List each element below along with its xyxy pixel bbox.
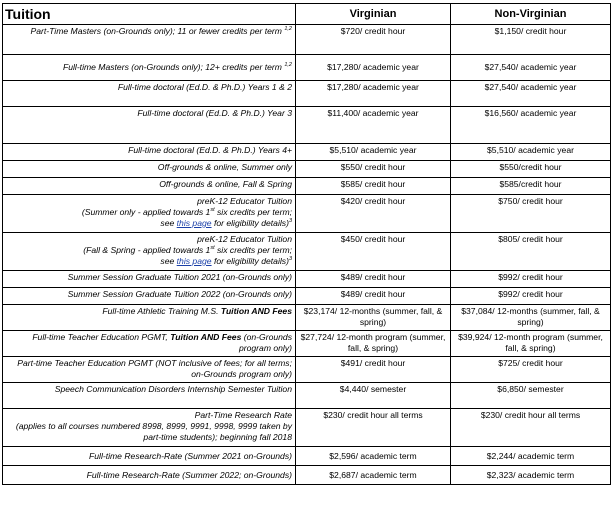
- row-label: Part-Time Masters (on-Grounds only); 11 or fewer credits per term $^{1,2}$: [3, 25, 296, 55]
- table-row: [3, 107, 611, 144]
- nonvirginian-rate: $1,150/ credit hour: [451, 25, 611, 55]
- nonvirginian-rate: $992/ credit hour: [451, 271, 611, 288]
- eligibility-link[interactable]: this page: [176, 256, 212, 266]
- nonvirginian-rate: $750/ credit hour: [451, 195, 611, 233]
- nonvirginian-rate: $992/ credit hour: [451, 288, 611, 305]
- virginian-rate: $17,280/ academic year: [296, 81, 451, 107]
- row-label: preK-12 Educator Tuition (Fall & Spring - applied towards 1st six credits per term; see this page for eligibility details)$^3$: [3, 233, 296, 271]
- row-label: Full-time doctoral (Ed.D. & Ph.D.) Year 3: [3, 107, 296, 144]
- virginian-rate: $450/ credit hour: [296, 233, 451, 271]
- table-row: [3, 195, 611, 233]
- virginian-rate: $2,687/ academic term: [296, 466, 451, 485]
- nonvirginian-rate: $27,540/ academic year: [451, 81, 611, 107]
- virginian-rate: $2,596/ academic term: [296, 447, 451, 466]
- footnote-ref: 3: [288, 218, 292, 225]
- table-row: [3, 357, 611, 383]
- row-label: Off-grounds & online, Summer only: [3, 161, 296, 178]
- table-row: [3, 447, 611, 466]
- footnote-ref: 3: [288, 256, 292, 263]
- table-row: [3, 331, 611, 357]
- row-label: Full-time Research-Rate (Summer 2022; on-Grounds): [3, 466, 296, 485]
- row-label: Full-time doctoral (Ed.D. & Ph.D.) Years 4+: [3, 144, 296, 161]
- table-row: [3, 271, 611, 288]
- nonvirginian-rate: $39,924/ 12-month program (summer, fall, & spring): [451, 331, 611, 357]
- row-label: preK-12 Educator Tuition (Summer only - applied towards 1st six credits per term; see this page for eligibility details)$^3$: [3, 195, 296, 233]
- row-label: Summer Session Graduate Tuition 2021 (on-Grounds only): [3, 271, 296, 288]
- row-label: Full-time Teacher Education PGMT, Tuition AND Fees (on-Grounds program only): [3, 331, 296, 357]
- virginian-rate: $23,174/ 12-months (summer, fall, & spring): [296, 305, 451, 331]
- table-row: [3, 466, 611, 485]
- table-row: [3, 55, 611, 81]
- nonvirginian-rate: $230/ credit hour all terms: [451, 409, 611, 447]
- row-label: Speech Communication Disorders Internship Semester Tuition: [3, 383, 296, 409]
- nonvirginian-rate: $725/ credit hour: [451, 357, 611, 383]
- virginian-rate: $489/ credit hour: [296, 271, 451, 288]
- virginian-rate: $420/ credit hour: [296, 195, 451, 233]
- virginian-rate: $17,280/ academic year: [296, 55, 451, 81]
- virginian-rate: $491/ credit hour: [296, 357, 451, 383]
- row-label: Full-time doctoral (Ed.D. & Ph.D.) Years 1 & 2: [3, 81, 296, 107]
- virginian-rate: $489/ credit hour: [296, 288, 451, 305]
- footnote-ref: 1,2: [284, 26, 292, 33]
- virginian-rate: $11,400/ academic year: [296, 107, 451, 144]
- nonvirginian-rate: $550/credit hour: [451, 161, 611, 178]
- footnote-ref: 1,2: [284, 62, 292, 69]
- table-row: [3, 383, 611, 409]
- virginian-rate: $230/ credit hour all terms: [296, 409, 451, 447]
- row-label: Full-time Research-Rate (Summer 2021 on-Grounds): [3, 447, 296, 466]
- nonvirginian-rate: $6,850/ semester: [451, 383, 611, 409]
- table-title: Tuition: [3, 4, 296, 25]
- eligibility-link[interactable]: this page: [176, 218, 212, 228]
- virginian-rate: $4,440/ semester: [296, 383, 451, 409]
- nonvirginian-rate: $5,510/ academic year: [451, 144, 611, 161]
- virginian-rate: $5,510/ academic year: [296, 144, 451, 161]
- virginian-rate: $550/ credit hour: [296, 161, 451, 178]
- table-row: [3, 288, 611, 305]
- table-row: [3, 305, 611, 331]
- virginian-rate: $585/ credit hour: [296, 178, 451, 195]
- table-row: [3, 409, 611, 447]
- virginian-rate: $27,724/ 12-month program (summer, fall, & spring): [296, 331, 451, 357]
- tuition-table: [2, 3, 611, 485]
- row-label: Part-Time Research Rate (applies to all courses numbered 8998, 8999, 9991, 9998, 9999 taken by part-time students); beginning fall 2018: [3, 409, 296, 447]
- nonvirginian-rate: $37,084/ 12-months (summer, fall, & spring): [451, 305, 611, 331]
- row-label: Summer Session Graduate Tuition 2022 (on-Grounds only): [3, 288, 296, 305]
- row-label: Full-time Athletic Training M.S. Tuition AND Fees: [3, 305, 296, 331]
- header-row: [3, 4, 611, 25]
- table-row: [3, 161, 611, 178]
- row-label: Part-time Teacher Education PGMT (NOT inclusive of fees; for all terms; on-Grounds program only): [3, 357, 296, 383]
- nonvirginian-rate: $585/credit hour: [451, 178, 611, 195]
- table-row: [3, 25, 611, 55]
- nonvirginian-rate: $16,560/ academic year: [451, 107, 611, 144]
- table-row: [3, 144, 611, 161]
- table-row: [3, 233, 611, 271]
- col-virginian-header: Virginian: [296, 4, 451, 25]
- table-row: [3, 178, 611, 195]
- table-row: [3, 81, 611, 107]
- nonvirginian-rate: $805/ credit hour: [451, 233, 611, 271]
- nonvirginian-rate: $2,244/ academic term: [451, 447, 611, 466]
- nonvirginian-rate: $2,323/ academic term: [451, 466, 611, 485]
- col-nonvirginian-header: Non-Virginian: [451, 4, 611, 25]
- row-label: Full-time Masters (on-Grounds only); 12+ credits per term $^{1,2}$: [3, 55, 296, 81]
- nonvirginian-rate: $27,540/ academic year: [451, 55, 611, 81]
- row-label: Off-grounds & online, Fall & Spring: [3, 178, 296, 195]
- virginian-rate: $720/ credit hour: [296, 25, 451, 55]
